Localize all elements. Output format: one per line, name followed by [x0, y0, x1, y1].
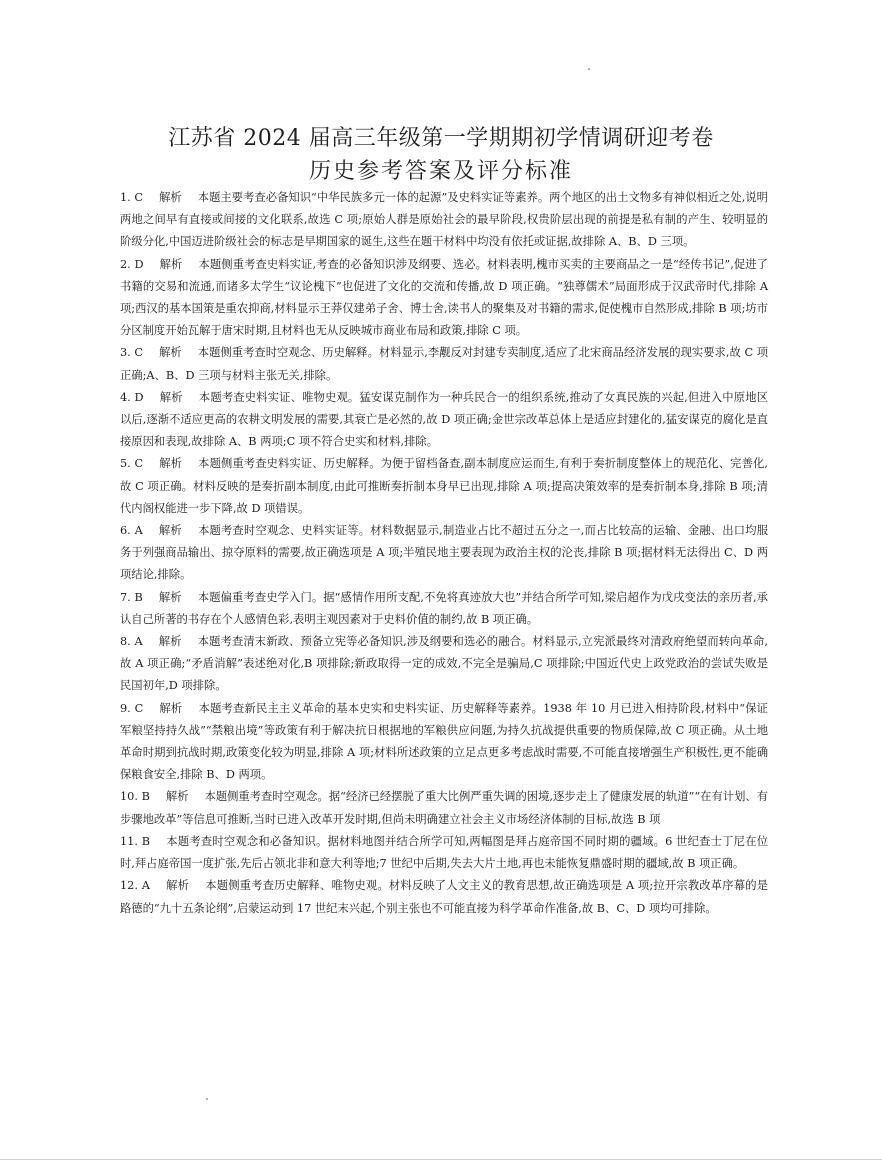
answer-number: 7.: [120, 590, 131, 604]
answer-list: [120, 187, 768, 920]
answer-item: [120, 875, 768, 919]
answer-item: [120, 520, 768, 587]
answer-label: 解析: [159, 257, 183, 271]
answer-text: 本题考查时空观念和必备知识。据材料地图并结合所学可知,两幅图是拜占庭帝国不同时期的疆域。6 世纪查士丁尼在位时,拜占庭帝国一度扩张,先后占领北非和意大利等地;7 世纪中后期,失去大片土地,再也未能恢复鼎盛时期的疆域,故 B 项正确。: [120, 834, 769, 871]
answer-number: 4.: [120, 390, 131, 404]
answer-number: 6.: [120, 524, 131, 538]
answer-label: 解析: [159, 457, 183, 471]
answer-number: 5.: [120, 457, 131, 471]
answer-choice: D: [134, 257, 144, 271]
answer-number: 9.: [120, 701, 131, 715]
answer-item: [120, 387, 768, 454]
answer-number: 2.: [120, 257, 131, 271]
answer-text: 本题考查清末新政、预备立宪等必备知识,涉及纲要和选必的融合。材料显示,立宪派最终对清政府绝望而转向革命,故 A 项正确;“矛盾消解”表述绝对化,B 项排除;新政取得一定的成效,不完全是骗局,C 项排除;中国近代史上政党政治的尝试失败是民国初年,D 项排除。: [120, 635, 769, 693]
answer-text: 本题侧重考查时空观念。据“经济已经摆脱了重大比例严重失调的困境,逐步走上了健康发展的轨道”“在有计划、有步骤地改革”等信息可推断,当时已进入改革开发时期,但尚未明确建立社会主义市场经济体制的目标,故选 B 项: [120, 790, 768, 826]
answer-number: 3.: [120, 346, 131, 360]
answer-text: 本题考查史料实证、唯物史观。猛安谋克制作为一种兵民合一的组织系统,推动了女真民族的兴起,但进入中原地区以后,逐渐不适应更高的农耕文明发展的需要,其衰亡是必然的,故 D 项正确;金世宗改革总体上是适应封建化的,猛安谋克的腐化是直接原因和表现,故排除 A、B 两项;C 项不符合史实和材料,排除。: [120, 390, 769, 449]
scan-speck: [206, 1098, 208, 1100]
answer-item: [120, 342, 768, 386]
answer-item: [120, 187, 768, 254]
answer-choice: C: [134, 191, 144, 204]
answer-choice: A: [134, 524, 143, 538]
answer-label: 解析: [159, 390, 183, 404]
answer-label: 解析: [159, 701, 183, 715]
answer-number: 8.: [120, 635, 131, 649]
answer-item: [120, 698, 768, 787]
answer-choice: A: [141, 879, 150, 893]
answer-item: [120, 786, 768, 830]
answer-label: 解析: [165, 790, 189, 804]
answer-item: [120, 254, 768, 343]
answer-label: 解析: [159, 191, 182, 204]
answer-number: 1.: [120, 191, 131, 204]
answer-number: 11.: [120, 834, 138, 848]
scan-speck: [588, 68, 590, 70]
answer-choice: C: [134, 701, 144, 715]
answer-label: 解析: [165, 879, 190, 893]
answer-text: 本题偏重考查史学入门。据“感情作用所支配,不免将真迹放大也”并结合所学可知,梁启超作为戊戌变法的亲历者,承认自己所著的书存在个人感情色彩,表明主观因素对于史料价值的制约,故 B 项正确。: [120, 590, 768, 626]
answer-choice: B: [141, 834, 151, 848]
answer-text: 本题考查新民主主义革命的基本史实和史料实证、历史解释等素养。1938 年 10 月已进入相持阶段,材料中“保证军粮坚持持久战”“禁粮出境”等政策有利于解决抗日根据地的军粮供应问题,为持久抗战提供重要的物质保障,故 C 项正确。从土地革命时期到抗战时期,政策变化较为明显,排除 A 项;材料所述政策的立足点更多考虑战时需要,不可能直接增强生产积极性,更不能确保粮食安全,排除 B、D 两项。: [120, 701, 768, 782]
answer-item: [120, 631, 768, 698]
document-subtitle: 历史参考答案及评分标准: [308, 159, 573, 184]
answer-text: 本题侧重考查历史解释、唯物史观。材料反映了人文主义的教育思想,故正确选项是 A 项;拉开宗教改革序幕的是路德的“九十五条论纲”,启蒙运动到 17 世纪末兴起,个别主张也不可能直接为科学革命作准备,故 B、C、D 项均可排除。: [120, 879, 768, 915]
answer-item: [120, 587, 768, 631]
answer-label: 解析: [159, 346, 182, 360]
answer-choice: C: [134, 346, 144, 360]
answer-text: 本题侧重考查史料实证、历史解释。为便于留档备查,副本制度应运而生,有利于奏折制度整体上的规范化、完善化,故 C 项正确。材料反映的是奏折副本制度,由此可推断奏折制本身早已出现,排除 A 项;提高决策效率的是奏折制本身,排除 B 项;清代内阁权能进一步下降,故 D 项错误。: [120, 457, 768, 515]
answer-text: 本题主要考查必备知识“中华民族多元一体的起源”及史料实证等素养。两个地区的出土文物多有神似相近之处,说明两地之间早有直接或间接的文化联系,故选 C 项;原始人群是原始社会的最早阶段,权贵阶层出现的前提是私有制的产生、较明显的阶级分化,中国迈进阶级社会的标志是早期国家的诞生,这些在题干材料中均没有依托或证据,故排除 A、B、D 三项。: [120, 191, 768, 249]
answer-item: [120, 453, 768, 520]
answer-text: 本题考查时空观念、史料实证等。材料数据显示,制造业占比不超过五分之一,而占比较高的运输、金融、出口均服务于列强商品输出、掠夺原料的需要,故正确选项是 A 项;半殖民地主要表现为政治主权的沦丧,排除 B 项;据材料无法得出 C、D 两项结论,排除。: [120, 524, 768, 582]
answer-choice: A: [134, 635, 143, 649]
answer-number: 12.: [120, 879, 138, 893]
answer-label: 解析: [158, 590, 182, 604]
answer-choice: B: [141, 790, 150, 804]
answer-text: 本题侧重考查时空观念、历史解释。材料显示,李觏反对封建专卖制度,适应了北宋商品经济发展的现实要求,故 C 项正确;A、B、D 三项与材料主张无关,排除。: [120, 346, 768, 382]
answer-choice: D: [134, 390, 144, 404]
document-title: 江苏省 2024 届高三年级第一学期期初学情调研迎考卷: [168, 126, 714, 151]
answer-label: 解析: [158, 524, 182, 538]
answer-label: 解析: [158, 635, 182, 649]
answer-choice: C: [134, 457, 144, 471]
answer-text: 本题侧重考查史料实证,考查的必备知识涉及纲要、选必。材料表明,槐市买卖的主要商品之一是“经传书记”,促进了书籍的交易和流通,而诸多太学生“议论槐下”也促进了文化的交流和传播,故 D 项正确。“独尊儒术”局面形成于汉武帝时代,排除 A 项;西汉的基本国策是重农抑商,材料显示王莽仅建弟子舍、博士舍,读书人的聚集及对书籍的需求,促使槐市自然形成,排除 B 项;坊市分区制度开始瓦解于唐宋时期,且材料也无从反映城市商业布局和政策,排除 C 项。: [120, 257, 768, 338]
answer-number: 10.: [120, 790, 138, 804]
answer-item: [120, 831, 768, 875]
answer-choice: B: [134, 590, 143, 604]
page-bottom-border: [0, 1159, 882, 1160]
